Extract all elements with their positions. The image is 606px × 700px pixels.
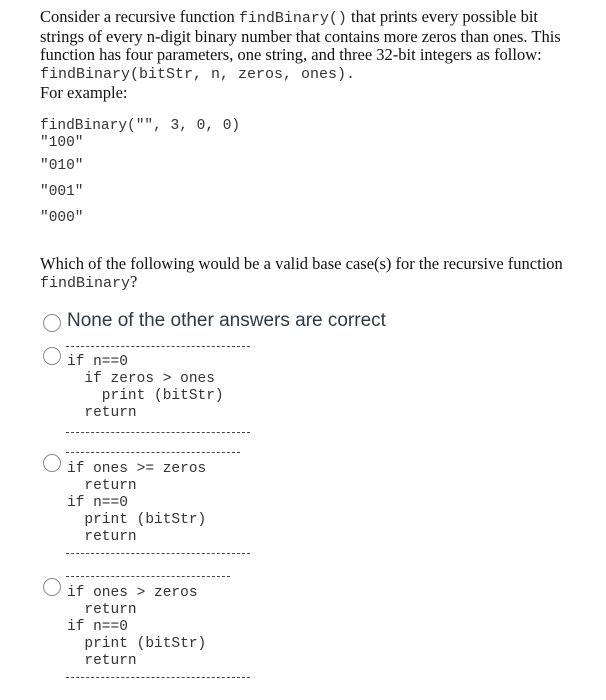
answer-3-radio[interactable] xyxy=(43,454,61,472)
answer-4-line-5: return xyxy=(67,653,137,669)
answer-3-line-4: print (bitStr) xyxy=(67,512,207,528)
question-text xyxy=(40,8,585,102)
answer-1-label[interactable]: None of the other answers are correct xyxy=(67,310,386,331)
answer-4-line-3: if n==0 xyxy=(67,619,128,635)
prompt-text xyxy=(40,255,585,293)
answer-1-radio[interactable] xyxy=(43,314,61,332)
answer-4-bottom-divider xyxy=(66,677,250,678)
answer-2-line-2: if zeros > ones xyxy=(67,371,215,387)
example-output-1: "100" xyxy=(40,135,84,151)
example-output-2: "010" xyxy=(40,158,84,174)
answer-4-radio[interactable] xyxy=(43,578,61,596)
answer-3-line-1: if ones >= zeros xyxy=(67,461,207,477)
question-part-1: Consider a recursive function xyxy=(40,7,239,26)
answer-4-top-divider xyxy=(66,576,230,577)
question-part-3: For example: xyxy=(40,83,128,102)
function-signature-code: findBinary(bitStr, n, zeros, ones). xyxy=(40,66,356,83)
answer-4-line-4: print (bitStr) xyxy=(67,636,207,652)
answer-2-top-divider xyxy=(66,346,250,347)
prompt-part-1: Which of the following would be a valid base case(s) for the recursive function xyxy=(40,254,563,273)
example-output-3: "001" xyxy=(40,184,84,200)
prompt-function-code: findBinary xyxy=(40,275,131,292)
answer-2-line-4: return xyxy=(67,405,137,421)
answer-3-line-2: return xyxy=(67,478,137,494)
function-name-code: findBinary() xyxy=(238,10,347,27)
answer-3-top-divider xyxy=(66,452,240,453)
answer-3-line-3: if n==0 xyxy=(67,495,128,511)
example-output-4: "000" xyxy=(40,210,84,226)
answer-2-bottom-divider xyxy=(66,432,250,433)
answer-2-line-3: print (bitStr) xyxy=(67,388,224,404)
answer-4-line-1: if ones > zeros xyxy=(67,585,198,601)
answer-2-line-1: if n==0 xyxy=(67,354,128,370)
answer-4-line-2: return xyxy=(67,602,137,618)
answer-3-line-5: return xyxy=(67,529,137,545)
example-call: findBinary("", 3, 0, 0) xyxy=(40,118,241,134)
prompt-part-2: ? xyxy=(130,272,138,291)
answer-3-bottom-divider xyxy=(66,553,250,554)
question-part-2: that prints every possible bit strings of every n-digit binary number that contains more zeros than ones. This function has four parameters, one string, and three 32-bit integers as follow: xyxy=(40,7,561,64)
answer-2-radio[interactable] xyxy=(43,347,61,365)
